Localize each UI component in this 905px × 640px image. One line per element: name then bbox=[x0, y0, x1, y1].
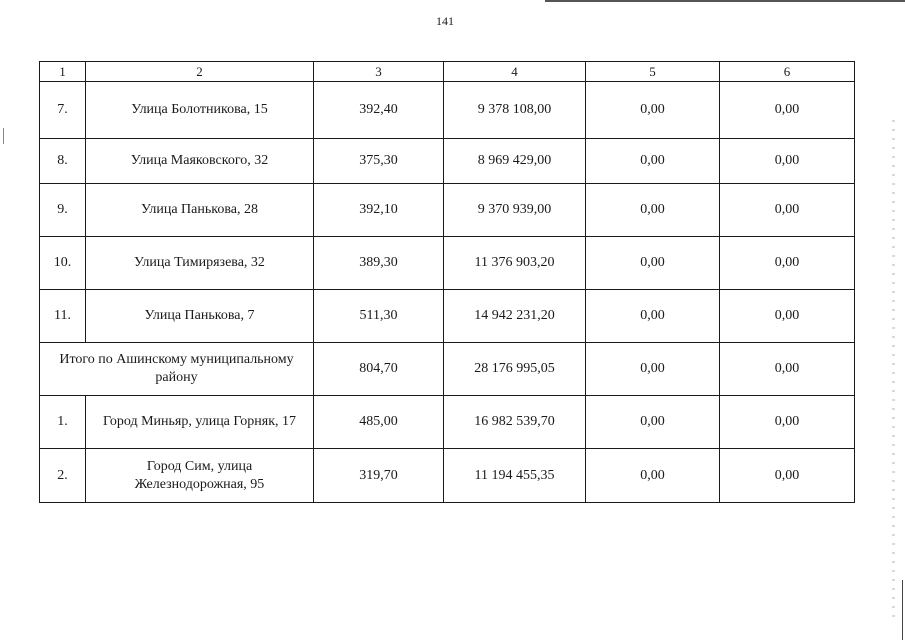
table-row bbox=[40, 449, 855, 503]
col5-cell: 0,00 bbox=[586, 139, 720, 184]
row-number: 1. bbox=[40, 396, 86, 449]
table-header-row bbox=[40, 62, 855, 82]
total-col6-cell: 0,00 bbox=[720, 343, 855, 396]
table-row bbox=[40, 396, 855, 449]
row-number: 8. bbox=[40, 139, 86, 184]
cost-cell: 11 376 903,20 bbox=[444, 237, 586, 290]
cost-cell: 11 194 455,35 bbox=[444, 449, 586, 503]
top-rule bbox=[545, 0, 905, 2]
area-cell: 319,70 bbox=[314, 449, 444, 503]
area-cell: 392,10 bbox=[314, 184, 444, 237]
area-cell: 389,30 bbox=[314, 237, 444, 290]
cost-cell: 9 378 108,00 bbox=[444, 82, 586, 139]
table-row bbox=[40, 184, 855, 237]
scan-edge-noise bbox=[892, 120, 895, 620]
row-number: 7. bbox=[40, 82, 86, 139]
row-number: 2. bbox=[40, 449, 86, 503]
page-number: 141 bbox=[436, 14, 454, 28]
data-table bbox=[39, 61, 855, 503]
table-row bbox=[40, 237, 855, 290]
scan-edge-line bbox=[902, 580, 903, 640]
cost-cell: 9 370 939,00 bbox=[444, 184, 586, 237]
total-label: Итого по Ашинскому муниципальному району bbox=[40, 343, 314, 396]
address-cell: Улица Панькова, 7 bbox=[86, 290, 314, 343]
table-row bbox=[40, 139, 855, 184]
cost-cell: 16 982 539,70 bbox=[444, 396, 586, 449]
col5-cell: 0,00 bbox=[586, 184, 720, 237]
col5-cell: 0,00 bbox=[586, 237, 720, 290]
column-header: 2 bbox=[86, 62, 314, 82]
area-cell: 511,30 bbox=[314, 290, 444, 343]
total-col5-cell: 0,00 bbox=[586, 343, 720, 396]
col6-cell: 0,00 bbox=[720, 82, 855, 139]
margin-mark bbox=[3, 128, 4, 144]
row-number: 9. bbox=[40, 184, 86, 237]
address-cell: Улица Маяковского, 32 bbox=[86, 139, 314, 184]
cost-cell: 14 942 231,20 bbox=[444, 290, 586, 343]
col5-cell: 0,00 bbox=[586, 396, 720, 449]
col5-cell: 0,00 bbox=[586, 82, 720, 139]
column-header: 3 bbox=[314, 62, 444, 82]
total-cost-cell: 28 176 995,05 bbox=[444, 343, 586, 396]
col6-cell: 0,00 bbox=[720, 396, 855, 449]
row-number: 10. bbox=[40, 237, 86, 290]
col6-cell: 0,00 bbox=[720, 290, 855, 343]
column-header: 4 bbox=[444, 62, 586, 82]
address-cell: Город Сим, улица Железнодорожная, 95 bbox=[86, 449, 314, 503]
address-cell: Улица Тимирязева, 32 bbox=[86, 237, 314, 290]
address-cell: Улица Панькова, 28 bbox=[86, 184, 314, 237]
column-header: 5 bbox=[586, 62, 720, 82]
column-header: 6 bbox=[720, 62, 855, 82]
row-number: 11. bbox=[40, 290, 86, 343]
cost-cell: 8 969 429,00 bbox=[444, 139, 586, 184]
area-cell: 375,30 bbox=[314, 139, 444, 184]
column-header: 1 bbox=[40, 62, 86, 82]
address-cell: Город Миньяр, улица Горняк, 17 bbox=[86, 396, 314, 449]
col6-cell: 0,00 bbox=[720, 449, 855, 503]
col6-cell: 0,00 bbox=[720, 237, 855, 290]
table-row bbox=[40, 82, 855, 139]
area-cell: 392,40 bbox=[314, 82, 444, 139]
col5-cell: 0,00 bbox=[586, 290, 720, 343]
area-cell: 485,00 bbox=[314, 396, 444, 449]
table-row bbox=[40, 290, 855, 343]
col5-cell: 0,00 bbox=[586, 449, 720, 503]
col6-cell: 0,00 bbox=[720, 184, 855, 237]
total-row bbox=[40, 343, 855, 396]
col6-cell: 0,00 bbox=[720, 139, 855, 184]
total-area-cell: 804,70 bbox=[314, 343, 444, 396]
address-cell: Улица Болотникова, 15 bbox=[86, 82, 314, 139]
